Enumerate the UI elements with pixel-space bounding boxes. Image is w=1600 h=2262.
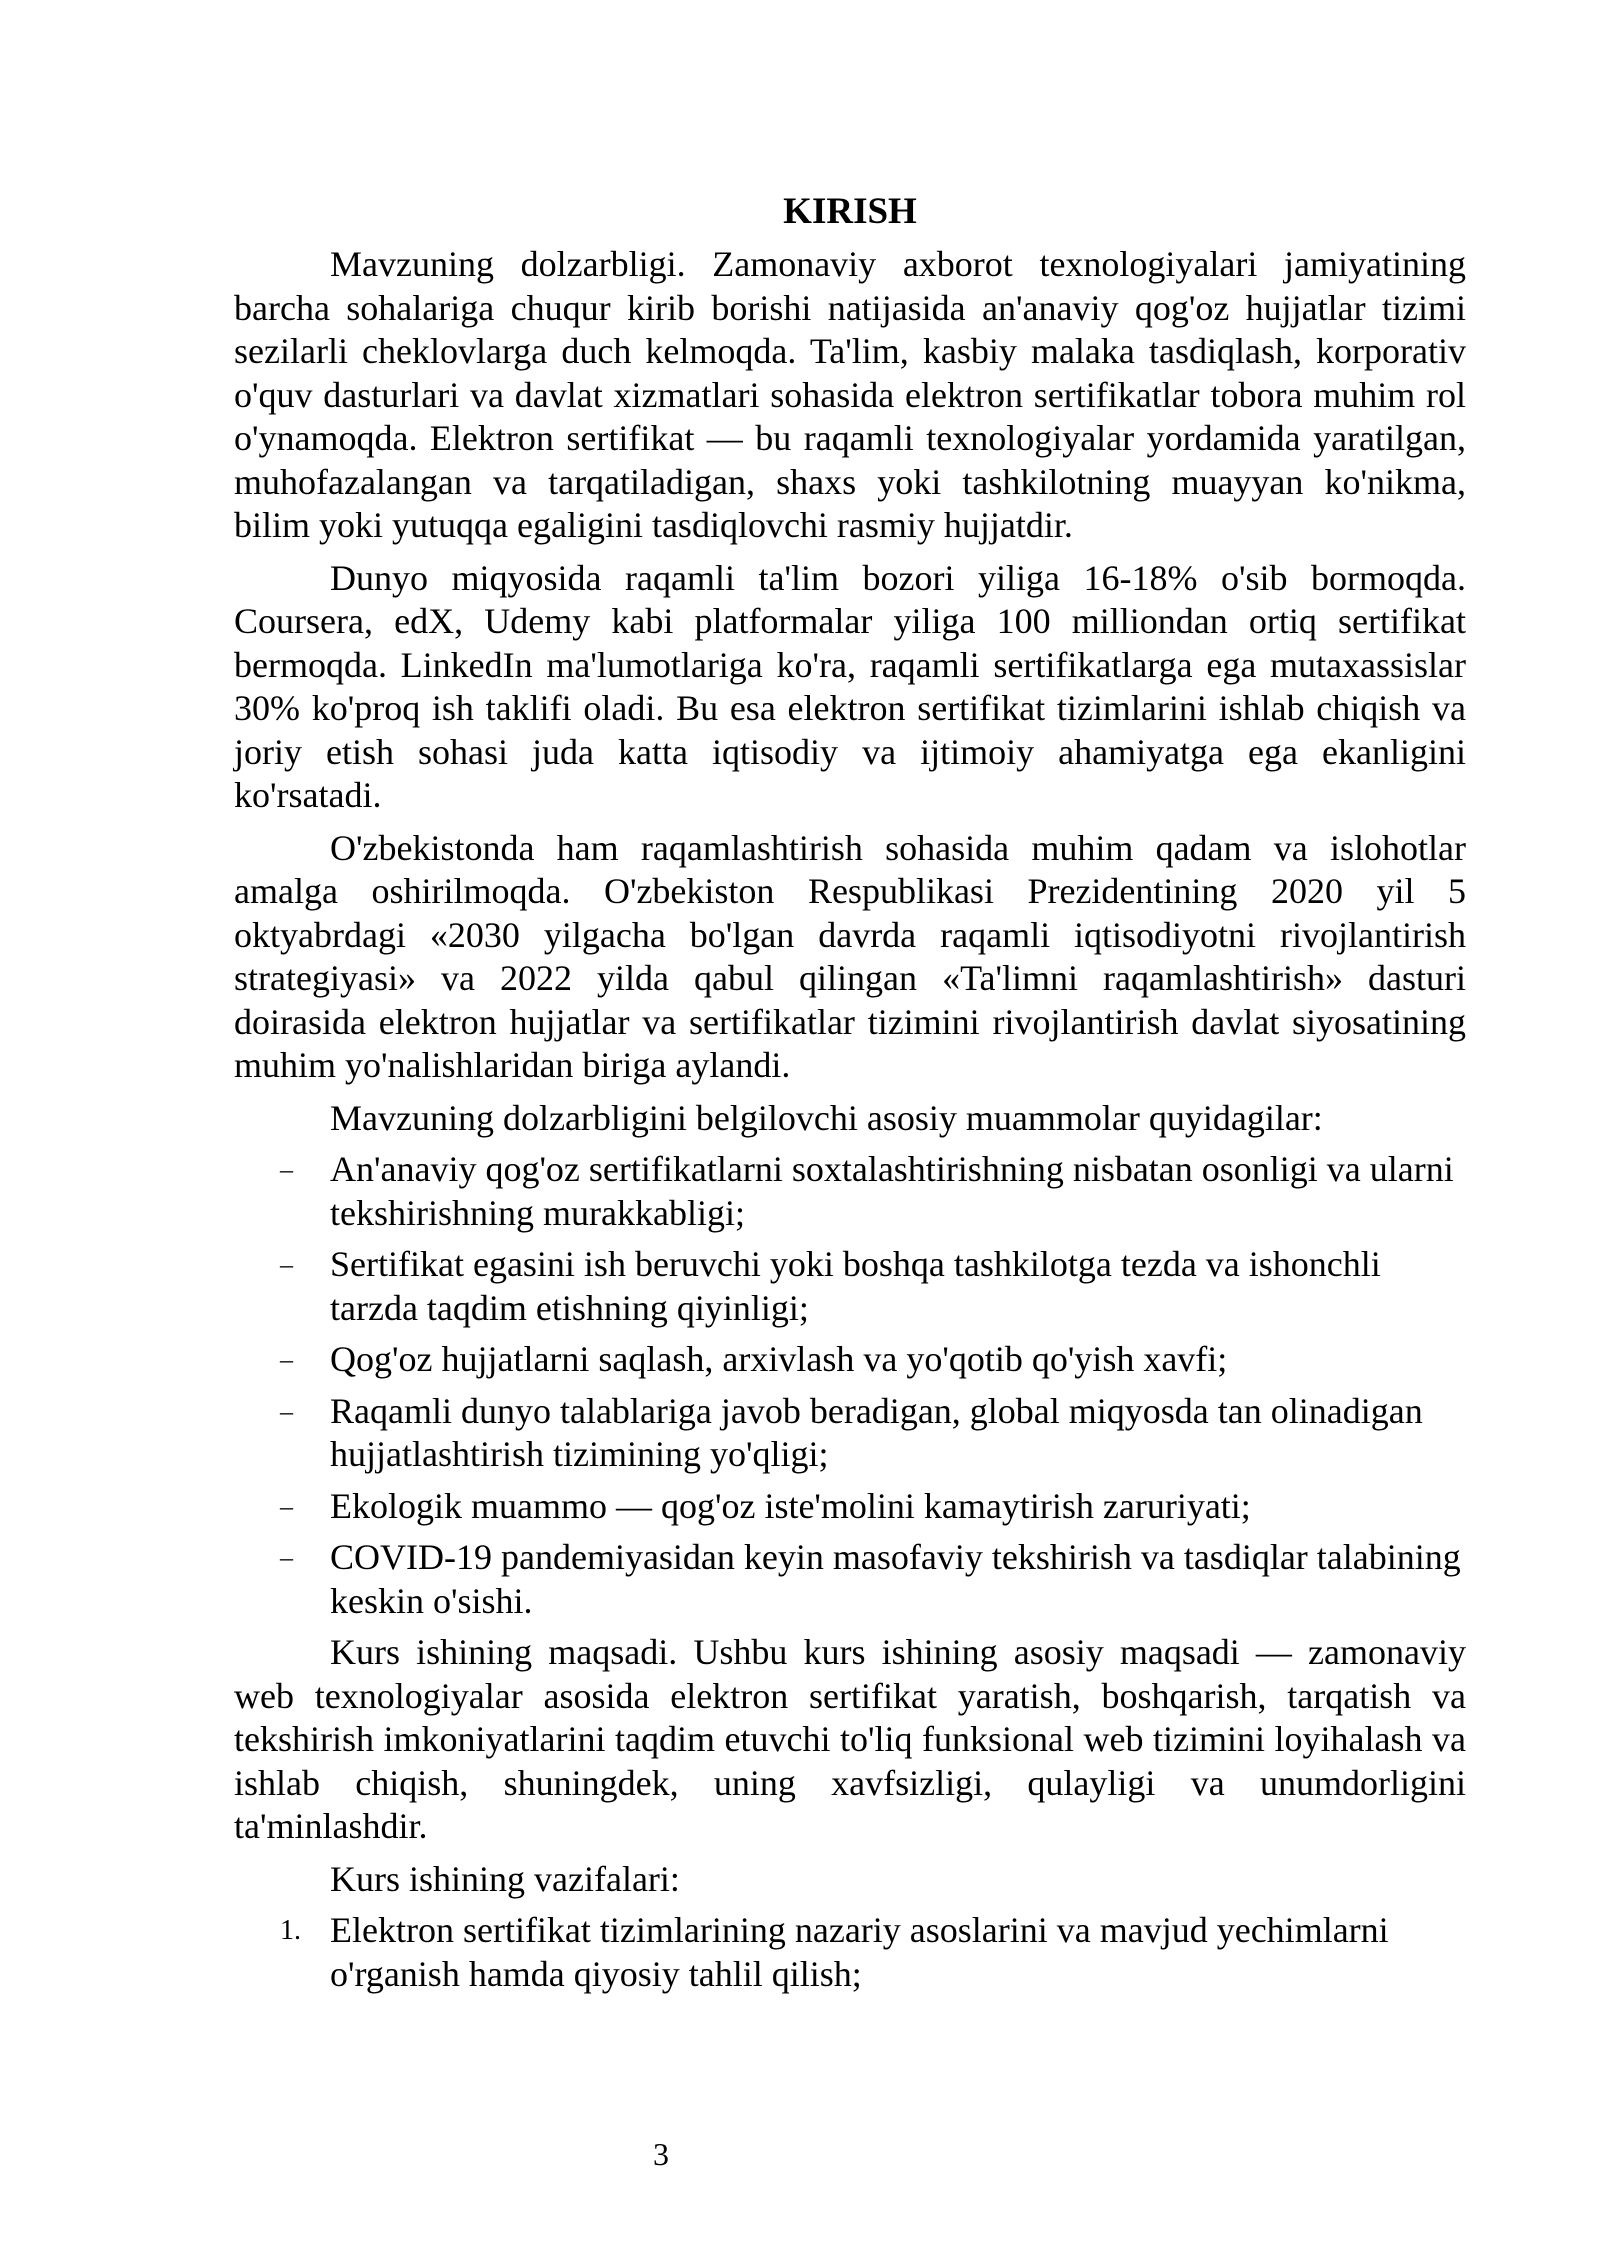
- list-item: [234, 1485, 1466, 1529]
- tasks-list: [234, 1909, 1466, 1996]
- section-title: KIRISH: [783, 191, 917, 232]
- paragraph-problems-lead: Mavzuning dolzarbligini belgilovchi asosiy muammolar quyidagilar:: [330, 1097, 1323, 1138]
- list-item: [234, 1390, 1466, 1477]
- list-item: [234, 1909, 1466, 1996]
- list-dash-marker: –: [280, 1155, 293, 1184]
- paragraph-uzbekistan: O'zbekistonda ham raqamlashtirish sohasida muhim qadam va islohotlar amalga oshirilmoqda. O'zbekiston Respublikasi Prezidentining 2020 yil 5 oktyabrdagi «2030 yilgacha bo'lgan davrda raqamli iqtisodiyotni rivojlantirish strategiyasi» va 2022 yilda qabul qilingan «Ta'limni raqamlashtirish» dasturi doirasida elektron hujjatlar va sertifikatlar tizimini rivojlantirish davlat siyosatining muhim yo'nalishlaridan biriga aylandi.: [234, 827, 1466, 1085]
- list-item-text: Raqamli dunyo talablariga javob beradigan, global miqyosda tan olinadigan hujjatlashtirish tizimining yo'qligi;: [330, 1390, 1423, 1474]
- page-number: 3: [653, 2136, 669, 2172]
- list-dash-marker: –: [280, 1345, 293, 1374]
- list-item: [234, 1338, 1466, 1382]
- list-item-text: Sertifikat egasini ish beruvchi yoki boshqa tashkilotga tezda va ishonchli tarzda taqdim etishning qiyinligi;: [330, 1244, 1381, 1328]
- paragraph-goal: Kurs ishining maqsadi. Ushbu kurs ishining asosiy maqsadi — zamonaviy web texnologiyalar asosida elektron sertifikat yaratish, boshqarish, tarqatish va tekshirish imkoniyatlarini taqdim etuvchi to'liq funksional web tizimini loyihalash va ishlab chiqish, shuningdek, uning xavfsizligi, qulayligi va unumdorligini ta'minlashdir.: [234, 1632, 1466, 1846]
- list-dash-marker: –: [280, 1491, 293, 1521]
- list-item-text: COVID-19 pandemiyasidan keyin masofaviy tekshirish va tasdiqlar talabining keskin o'sishi.: [330, 1537, 1461, 1621]
- list-item: [234, 1148, 1466, 1235]
- problems-list: [234, 1148, 1466, 1623]
- list-item-text: Qog'oz hujjatlarni saqlash, arxivlash va yo'qotib qo'yish xavfi;: [330, 1339, 1228, 1379]
- list-dash-marker: –: [280, 1543, 293, 1572]
- list-item-text: An'anaviy qog'oz sertifikatlarni soxtalashtirishning nisbatan osonligi va ularni tekshirishning murakkabligi;: [330, 1149, 1454, 1233]
- list-item-text: Ekologik muammo — qog'oz iste'molini kamaytirish zaruriyati;: [330, 1485, 1251, 1526]
- paragraph-market: Dunyo miqyosida raqamli ta'lim bozori yiliga 16-18% o'sib bormoqda. Coursera, edX, Udemy kabi platformalar yiliga 100 milliondan ortiq sertifikat bermoqda. LinkedIn ma'lumotlariga ko'ra, raqamli sertifikatlarga ega mutaxassislar 30% ko'proq ish taklifi oladi. Bu esa elektron sertifikat tizimlarini ishlab chiqish va joriy etish sohasi juda katta iqtisodiy va ijtimoiy ahamiyatga ega ekanligini ko'rsatadi.: [234, 557, 1466, 815]
- list-item: [234, 1536, 1466, 1623]
- list-number-marker: 1.: [280, 1915, 301, 1946]
- list-dash-marker: –: [280, 1396, 293, 1426]
- page-content: [234, 190, 1466, 2004]
- list-item: [234, 1243, 1466, 1330]
- paragraph-tasks-lead: Kurs ishining vazifalari:: [330, 1858, 680, 1899]
- list-item-text: Elektron sertifikat tizimlarining nazariy asoslarini va mavjud yechimlarni o'rganish hamda qiyosiy tahlil qilish;: [330, 1910, 1389, 1994]
- list-dash-marker: –: [280, 1250, 293, 1279]
- paragraph-relevance: Mavzuning dolzarbligi. Zamonaviy axborot texnologiyalari jamiyatining barcha sohalariga chuqur kirib borishi natijasida an'anaviy qog'oz hujjatlar tizimi sezilarli cheklovlarga duch kelmoqda. Ta'lim, kasbiy malaka tasdiqlash, korporativ o'quv dasturlari va davlat xizmatlari sohasida elektron sertifikatlar tobora muhim rol o'ynamoqda. Elektron sertifikat — bu raqamli texnologiyalar yordamida yaratilgan, muhofazalangan va tarqatiladigan, shaxs yoki tashkilotning muayyan ko'nikma, bilim yoki yutuqqa egaligini tasdiqlovchi rasmiy hujjatdir.: [234, 244, 1466, 545]
